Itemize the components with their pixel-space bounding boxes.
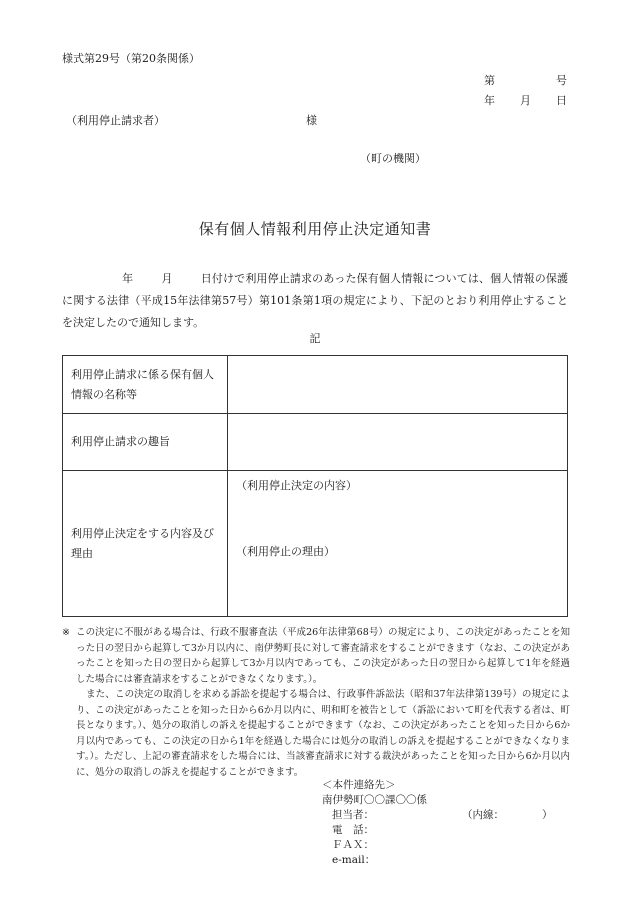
date-day: 日 bbox=[556, 94, 567, 107]
decision-table bbox=[62, 355, 568, 617]
row3-value[interactable] bbox=[228, 471, 568, 617]
date-month: 月 bbox=[520, 94, 531, 107]
note-paragraph-2: また、この決定の取消しを求める訴訟を提起する場合は、行政事件訴訟法（昭和37年法律第139号）の規定により、この決定があったことを知った日から6か月以内に、明和町を被告として（訴訟において町を代表する者は、町長となります。）、処分の取消しの訴えを提起することができます（なお、この決定があったことを知った日から6か月以内であっても、この決定の日から1年を経過した場合には処分の取消しの訴えを提起することができなくなります。）。ただし、上記の審査請求をした場合には、当該審査請求に対する裁決があったことを知った日から6か月以内に、処分の取消しの訴えを提起することができます。 bbox=[76, 689, 570, 778]
row2-value[interactable] bbox=[228, 414, 568, 471]
intro-year: 年 bbox=[122, 272, 134, 285]
decision-reason-label: （利用停止の理由） bbox=[236, 545, 335, 558]
intro-month: 月 bbox=[161, 272, 173, 285]
honorific: 様 bbox=[306, 114, 317, 127]
contact-phone-row bbox=[322, 823, 427, 838]
document-title: 保有個人情報利用停止決定通知書 bbox=[198, 220, 432, 238]
contact-extension-close: ） bbox=[542, 809, 553, 821]
contact-fax-label: ＦＡＸ： bbox=[332, 839, 374, 851]
contact-phone-label: 電 話： bbox=[332, 824, 374, 836]
contact-fax-row bbox=[322, 838, 427, 853]
contact-email-row bbox=[322, 853, 427, 868]
note-paragraph-1: この決定に不服がある場合は、行政不服審査法（平成26年法律第68号）の規定により、この決定があったことを知った日の翌日から起算して3か月以内に、南伊勢町長に対して審査請求をすることができます（なお、この決定があったことを知った日の翌日から起算して3か月以内であっても、この決定があった日の翌日から起算して1年を経過した場合には審査請求をすることができなくなります。）。 bbox=[76, 627, 570, 685]
ki-marker: 記 bbox=[309, 332, 321, 345]
contact-department: 南伊勢町〇〇課〇〇係 bbox=[322, 794, 427, 806]
intro-text: 日付けで利用停止請求のあった保有個人情報については、個人情報の保護に関する法律（平成15年法律第57号）第101条第1項の規定により、下記のとおり利用停止することを決定したので通知します。 bbox=[62, 272, 569, 329]
intro-paragraph bbox=[62, 268, 568, 334]
sender: （町の機関） bbox=[360, 152, 426, 165]
doc-number-label: 第 bbox=[484, 74, 495, 87]
contact-email-label: e-mail： bbox=[332, 854, 376, 866]
table-row bbox=[63, 471, 568, 617]
row2-label: 利用停止請求の趣旨 bbox=[63, 414, 228, 471]
appeal-notes bbox=[62, 625, 570, 780]
contact-person-label: 担当者： bbox=[332, 809, 374, 821]
form-number: 様式第29号（第20条関係） bbox=[62, 52, 200, 65]
decision-content-label: （利用停止決定の内容） bbox=[236, 479, 357, 492]
contact-person-row bbox=[322, 808, 553, 823]
note-mark: ※ bbox=[62, 627, 70, 638]
contact-block bbox=[322, 778, 553, 868]
table-row bbox=[63, 356, 568, 414]
doc-number-suffix: 号 bbox=[556, 74, 567, 87]
row1-label: 利用停止請求に係る保有個人情報の名称等 bbox=[63, 356, 228, 414]
table-row bbox=[63, 414, 568, 471]
date-year: 年 bbox=[484, 94, 495, 107]
contact-extension-label: （内線： bbox=[462, 809, 504, 821]
addressee: （利用停止請求者） bbox=[66, 114, 165, 127]
row1-value[interactable] bbox=[228, 356, 568, 414]
row3-label: 利用停止決定をする内容及び理由 bbox=[63, 471, 228, 617]
contact-heading: ＜本件連絡先＞ bbox=[322, 779, 396, 791]
